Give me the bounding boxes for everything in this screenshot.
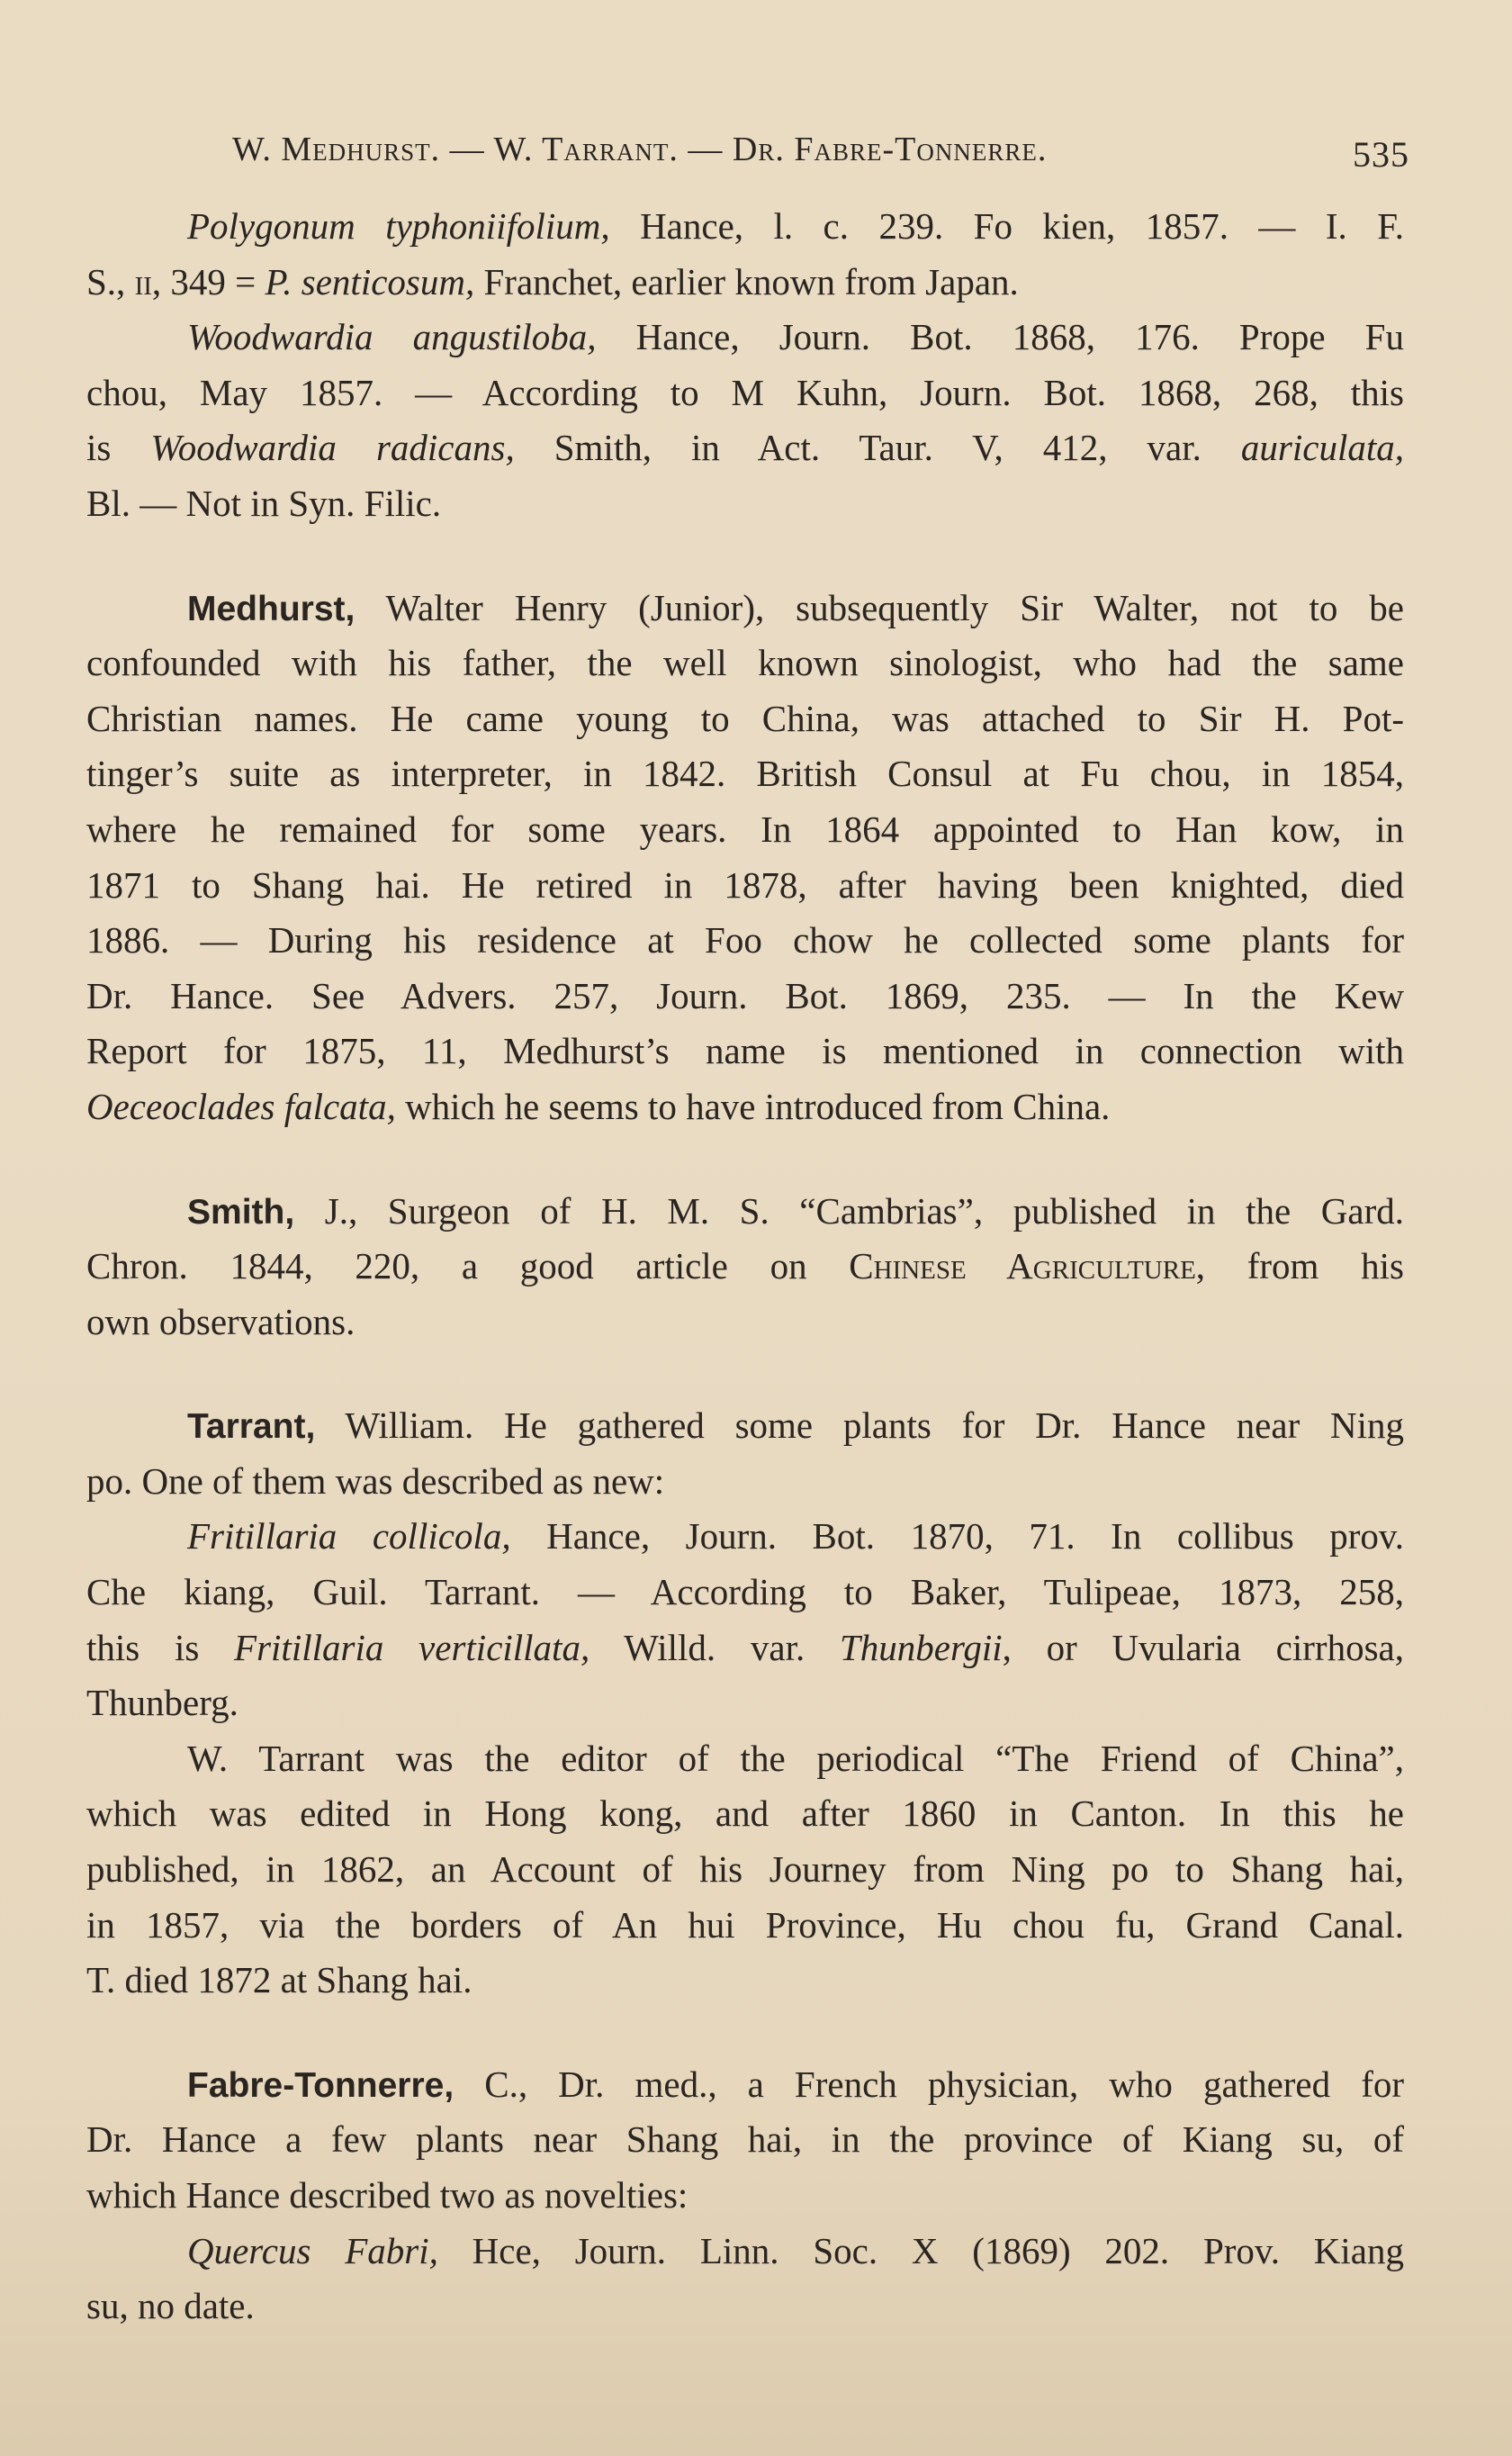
italic-text: Polygonum typhoniifolium, xyxy=(187,205,610,247)
italic-text: Oeceoclades falcata, xyxy=(86,1085,396,1127)
text-line xyxy=(86,1295,1404,1350)
text-segment: 1886. — During his residence at Foo chow he collected some plants for xyxy=(86,919,1404,962)
text-segment: Dr. Hance. See Advers. 257, Journ. Bot. 1869, 235. — In the Kew xyxy=(86,974,1404,1016)
page-body xyxy=(86,199,1404,2334)
text-line xyxy=(86,802,1404,858)
text-line xyxy=(86,913,1404,969)
text-segment: , 349 = xyxy=(151,260,266,302)
biography-entry xyxy=(86,581,1404,1135)
text-line xyxy=(86,199,1404,255)
text-segment: 1871 to Shang hai. He retired in 1878, after having been knighted, died xyxy=(86,863,1404,906)
text-segment: which he seems to have introduced from China. xyxy=(395,1085,1111,1127)
italic-text: Fritillaria verticillata, xyxy=(234,1626,590,1668)
text-line xyxy=(86,969,1404,1025)
text-segment: Hce, Journ. Linn. Soc. X (1869) 202. Prov. Kiang xyxy=(437,2229,1404,2271)
text-line xyxy=(86,255,1404,311)
italic-text: Fritillaria collicola, xyxy=(187,1515,511,1558)
text-line xyxy=(86,1454,1404,1510)
italic-text: P. senticosum, xyxy=(265,260,475,302)
text-line xyxy=(86,2224,1404,2280)
text-segment: Smith, in Act. Taur. V, 412, var. xyxy=(514,427,1241,469)
running-title: W. Medhurst. — W. Tarrant. — Dr. Fabre-Tonnerre. xyxy=(232,131,1048,168)
biography-entry xyxy=(86,199,1404,532)
text-segment: tinger’s suite as interpreter, in 1842. British Consul at Fu chou, in 1854, xyxy=(86,753,1404,795)
text-segment: where he remained for some years. In 1864 appointed to Han kow, in xyxy=(86,808,1404,850)
text-line xyxy=(86,1565,1404,1621)
text-line xyxy=(86,1398,1404,1454)
text-line xyxy=(86,2279,1404,2334)
paragraph xyxy=(86,1398,1404,1509)
text-line xyxy=(86,1621,1404,1676)
paragraph xyxy=(86,2224,1404,2334)
text-line xyxy=(86,1079,1404,1135)
italic-text: Woodwardia angustiloba, xyxy=(187,316,597,358)
text-segment: Franchet, earlier known from Japan. xyxy=(474,260,1019,302)
text-segment: in 1857, via the borders of An hui Province, Hu chou fu, Grand Canal. xyxy=(86,1903,1404,1946)
text-line xyxy=(86,1184,1404,1240)
text-segment: Report for 1875, 11, Medhurst’s name is mentioned in connection with xyxy=(86,1030,1404,1072)
text-line xyxy=(86,1024,1404,1079)
text-segment: S., xyxy=(86,260,135,302)
text-line xyxy=(86,476,1404,532)
text-segment: which was edited in Hong kong, and after 1860 in Canton. In this he xyxy=(86,1792,1404,1835)
italic-text: Woodwardia radicans, xyxy=(150,427,515,469)
text-line xyxy=(86,1898,1404,1954)
entry-name: Tarrant, xyxy=(187,1407,316,1447)
text-line xyxy=(86,691,1404,747)
text-segment: chou, May 1857. — According to M Kuhn, Journ. Bot. 1868, 268, this xyxy=(86,371,1404,413)
text-segment: Bl. — Not in Syn. Filic. xyxy=(86,482,442,524)
text-segment: William. He gathered some plants for Dr. Hance near Ning xyxy=(315,1404,1404,1447)
paragraph xyxy=(86,2057,1404,2224)
text-line xyxy=(86,2057,1404,2113)
paragraph xyxy=(86,1509,1404,1730)
italic-text: Quercus Fabri, xyxy=(187,2229,438,2271)
text-segment: Hance, Journ. Bot. 1868, 176. Prope Fu xyxy=(596,316,1404,358)
text-segment: J., Surgeon of H. M. S. “Cambrias”, published in the Gard. xyxy=(294,1189,1404,1232)
text-line xyxy=(86,1786,1404,1842)
text-line xyxy=(86,1731,1404,1787)
text-segment: own observations. xyxy=(86,1300,356,1342)
text-segment: Thunberg. xyxy=(86,1682,238,1724)
text-line xyxy=(86,636,1404,691)
text-segment: Chinese Agriculture xyxy=(849,1245,1196,1287)
text-line xyxy=(86,366,1404,421)
text-segment: is xyxy=(86,427,151,469)
text-segment: this is xyxy=(86,1626,235,1668)
paragraph xyxy=(86,310,1404,531)
text-segment: W. Tarrant was the editor of the periodical “The Friend of China”, xyxy=(187,1737,1404,1779)
text-line xyxy=(86,310,1404,366)
page-number: 535 xyxy=(1353,134,1409,175)
text-line xyxy=(86,1509,1404,1565)
text-segment: Dr. Hance a few plants near Shang hai, in the province of Kiang su, of xyxy=(86,2118,1404,2161)
paragraph xyxy=(86,199,1404,310)
text-segment: Christian names. He came young to China, was attached to Sir H. Pot- xyxy=(86,697,1404,739)
entry-name: Fabre-Tonnerre, xyxy=(187,2065,454,2105)
text-segment: T. died 1872 at Shang hai. xyxy=(86,1959,472,2001)
text-segment: Willd. var. xyxy=(590,1626,840,1668)
text-segment: C., Dr. med., a French physician, who gathered for xyxy=(454,2063,1404,2105)
text-segment: Chron. 1844, 220, a good article on xyxy=(86,1245,850,1287)
text-line xyxy=(86,1842,1404,1898)
text-segment: , or Uvularia cirrhosa, xyxy=(1002,1626,1404,1668)
text-segment: , from his xyxy=(1195,1245,1404,1287)
text-line xyxy=(86,420,1404,476)
paragraph xyxy=(86,581,1404,1135)
text-segment: published, in 1862, an Account of his Journey from Ning po to Shang hai, xyxy=(86,1848,1404,1891)
text-segment: which Hance described two as novelties: xyxy=(86,2174,688,2216)
text-line xyxy=(86,1675,1404,1731)
text-line xyxy=(86,1239,1404,1295)
text-line xyxy=(86,2112,1404,2168)
text-line xyxy=(86,581,1404,637)
biography-entry xyxy=(86,1398,1404,2009)
running-header xyxy=(232,126,1409,180)
text-line xyxy=(86,2168,1404,2224)
entry-name: Smith, xyxy=(187,1192,295,1232)
biography-entry xyxy=(86,1184,1404,1350)
text-segment: ii xyxy=(134,260,152,302)
entry-name: Medhurst, xyxy=(187,589,356,628)
text-segment: Hance, Journ. Bot. 1870, 71. In collibus prov. xyxy=(510,1515,1404,1558)
text-segment: Hance, l. c. 239. Fo kien, 1857. — I. F. xyxy=(609,205,1404,247)
text-segment: confounded with his father, the well known sinologist, who had the same xyxy=(86,642,1404,684)
biography-entry xyxy=(86,2057,1404,2334)
text-line xyxy=(86,858,1404,914)
text-line xyxy=(86,1953,1404,2009)
italic-text: Thunbergii xyxy=(839,1626,1003,1668)
text-segment: Walter Henry (Junior), subsequently Sir Walter, not to be xyxy=(355,586,1404,628)
text-segment: su, no date. xyxy=(86,2285,255,2327)
italic-text: auriculata, xyxy=(1240,427,1404,469)
text-segment: Che kiang, Guil. Tarrant. — According to Baker, Tulipeae, 1873, 258, xyxy=(86,1571,1404,1613)
paragraph xyxy=(86,1184,1404,1350)
text-segment: po. One of them was described as new: xyxy=(86,1459,665,1502)
paragraph xyxy=(86,1731,1404,2009)
text-line xyxy=(86,746,1404,802)
